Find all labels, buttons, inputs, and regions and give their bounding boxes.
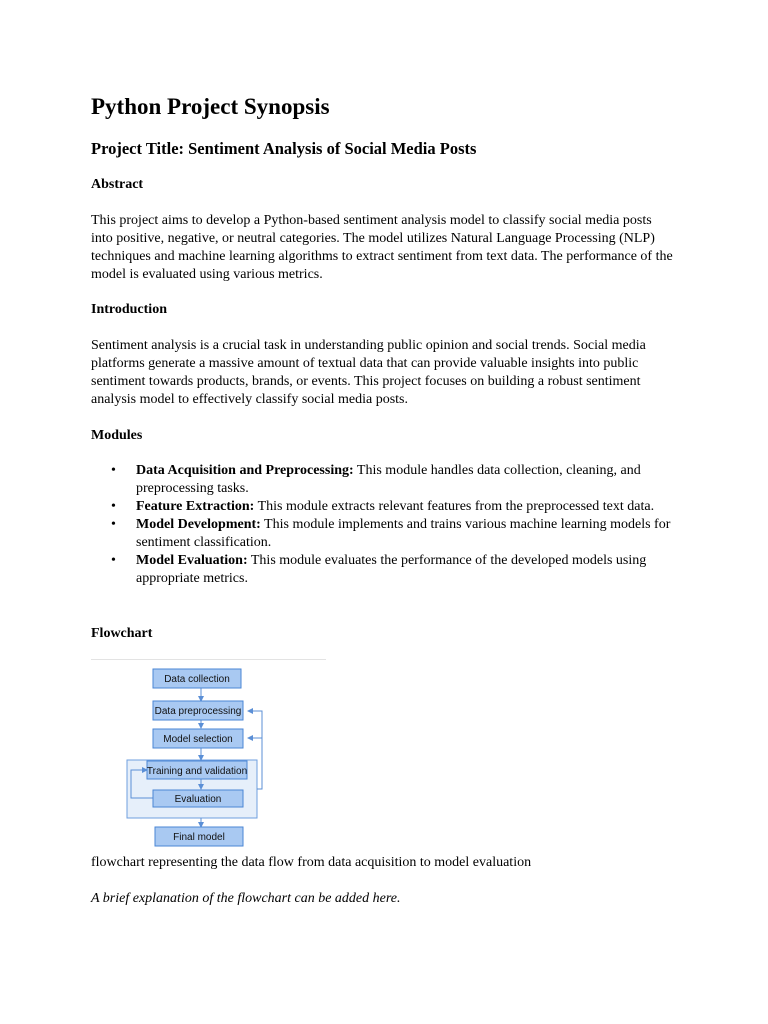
list-item: [91, 516, 681, 552]
introduction-text: Sentiment analysis is a crucial task in understanding public opinion and social trends. Social media platforms generate a massive amount of textual data that can provide valuable insights into public sentiment towards products, brands, or events. This project focuses on building a robust sentiment analysis model to effectively classify social media posts.: [91, 338, 646, 407]
bullet-icon: •: [111, 499, 116, 514]
flowchart-caption: flowchart representing the data flow from data acquisition to model evaluation: [91, 855, 532, 870]
step-label: Final model: [173, 832, 225, 843]
divider: [91, 659, 326, 660]
bullet-icon: •: [111, 553, 116, 568]
modules-heading: Modules: [91, 428, 143, 443]
module-name: Data Acquisition and Preprocessing:: [136, 463, 354, 478]
flowchart-note: A brief explanation of the flowchart can be added here.: [91, 891, 401, 906]
modules-list: [91, 462, 681, 588]
bullet-icon: •: [111, 517, 116, 532]
introduction-heading: Introduction: [91, 302, 167, 317]
step-label: Evaluation: [174, 794, 222, 805]
module-description: This module handles data collection, cleaning, and preprocessing tasks.: [136, 463, 641, 496]
step-label: Data collection: [164, 674, 230, 685]
abstract-text: This project aims to develop a Python-based sentiment analysis model to classify social media posts into positive, negative, or neutral categories. The model utilizes Natural Language Processing (NLP) techniques and machine learning algorithms to extract sentiment from text data. The performance of the model is evaluated using various metrics.: [91, 213, 673, 282]
flowchart-diagram: [123, 664, 363, 852]
step-label: Training and validation: [146, 766, 248, 777]
step-label: Model selection: [163, 734, 233, 745]
module-name: Feature Extraction:: [136, 499, 255, 514]
project-title: Project Title: Sentiment Analysis of Social Media Posts: [91, 139, 477, 158]
module-description: This module evaluates the performance of the developed models using appropriate metrics.: [136, 553, 647, 586]
page-title: Python Project Synopsis: [91, 94, 330, 119]
module-description: This module implements and trains various machine learning models for sentiment classification.: [136, 517, 671, 550]
list-item: [91, 552, 681, 588]
bullet-icon: •: [111, 463, 116, 478]
list-item: [91, 462, 681, 498]
module-name: Model Evaluation:: [136, 553, 248, 568]
abstract-heading: Abstract: [91, 177, 144, 192]
list-item: [91, 498, 681, 516]
module-description: This module extracts relevant features from the preprocessed text data.: [254, 499, 655, 514]
step-label: Data preprocessing: [154, 706, 242, 717]
module-name: Model Development:: [136, 517, 261, 532]
flowchart-heading: Flowchart: [91, 626, 153, 641]
